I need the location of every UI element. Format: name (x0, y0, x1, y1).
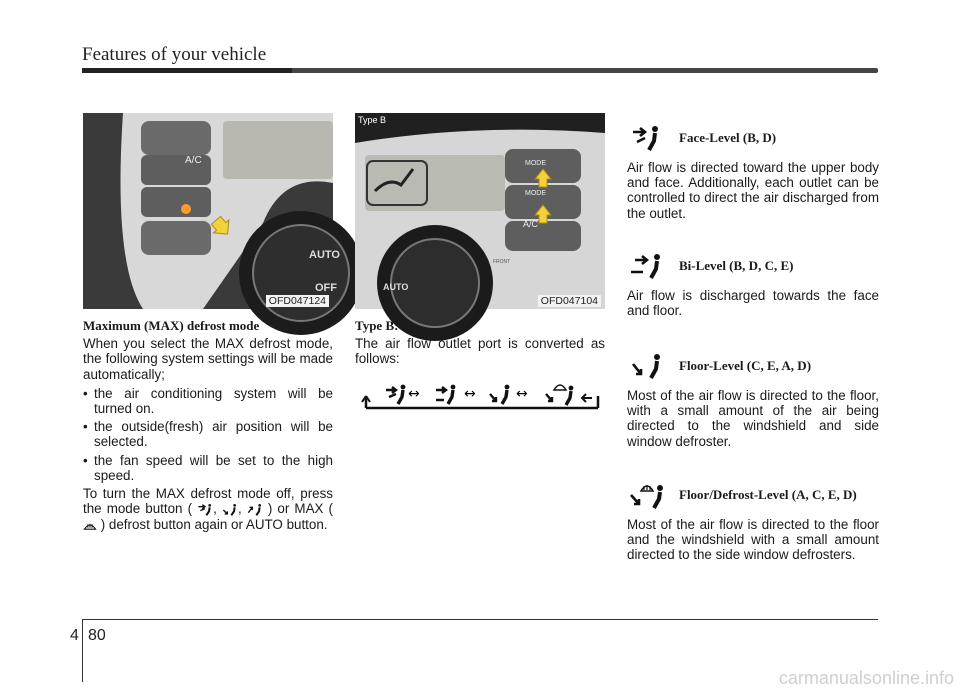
svg-text:↔: ↔ (464, 386, 476, 402)
floor-level-icon (627, 352, 671, 380)
header-rule (82, 68, 878, 73)
mode-floor-defrost-level (627, 481, 879, 563)
mode-description: Air flow is directed toward the upper body and face. Additionally, each outlet can be controlled to direct the air discharged from the outlet. (627, 160, 879, 221)
mode-title: Floor/Defrost-Level (A, C, E, D) (679, 487, 857, 503)
left-text-column (83, 318, 333, 536)
max-defrost-closing: To turn the MAX defrost mode off, press the mode button ( , , ) or MAX ( ) defrost button again or AUTO button. (83, 486, 333, 532)
mode-label-1: MODE (525, 160, 546, 167)
max-defrost-heading: Maximum (MAX) defrost mode (83, 318, 260, 333)
footer-divider (82, 620, 83, 682)
face-level-icon (627, 124, 671, 152)
climate-panel-illustration-left (83, 113, 340, 309)
closing-part-a: To turn the MAX defrost mode off, press the mode button ( (83, 486, 333, 517)
ac-label-middle: A/C (523, 219, 539, 229)
floor-defrost-level-icon (627, 481, 671, 509)
off-label-left: OFF (315, 282, 337, 294)
page-number: 80 (88, 627, 106, 644)
page-header-title: Features of your vehicle (82, 44, 267, 65)
mode-cycle-diagram (360, 376, 604, 416)
section-number: 4 (70, 627, 79, 644)
auto-label-middle: AUTO (383, 282, 409, 292)
mode-title: Floor-Level (C, E, A, D) (679, 358, 812, 374)
face-mode-icon (386, 385, 405, 404)
type-b-heading: Type B: (355, 318, 399, 333)
middle-text-column (355, 318, 605, 371)
watermark-text: carmanualsonline.info (778, 668, 954, 688)
bullet-item: • the air conditioning system will be turned on. (83, 386, 333, 416)
bi-level-icon (627, 252, 671, 280)
figure-code-left: OFD047124 (266, 295, 329, 307)
climate-panel-photo-middle (355, 113, 605, 309)
mode-title: Bi-Level (B, D, C, E) (679, 258, 794, 274)
ac-label-left: A/C (185, 155, 202, 166)
front-label: FRONT (493, 259, 511, 265)
bi-level-mode-icon (247, 503, 263, 517)
figure-type-label: Type B (358, 115, 387, 125)
bullet-item: • the outside(fresh) air position will be selected. (83, 419, 333, 449)
mode-description: Most of the air flow is directed to the floor and the windshield with a small amount directed to the side window defrosters. (627, 517, 879, 563)
figure-code-middle: OFD047104 (538, 295, 601, 307)
face-mode-icon (197, 503, 213, 517)
max-defrost-intro: When you select the MAX defrost mode, the following system settings will be made automatically; (83, 336, 333, 382)
floor-defrost-mode-icon (546, 385, 573, 405)
mode-description: Air flow is discharged towards the face and floor. (627, 288, 879, 319)
mode-title: Face-Level (B, D) (679, 130, 777, 146)
mode-bi-level (627, 252, 879, 318)
floor-mode-icon (222, 503, 238, 517)
max-defrost-bullet-list (83, 386, 333, 483)
svg-text:↔: ↔ (516, 386, 528, 402)
mode-label-2: MODE (525, 190, 546, 197)
climate-panel-illustration-middle (355, 113, 605, 309)
bullet-item: • the fan speed will be set to the high speed. (83, 453, 333, 483)
mode-floor-level (627, 352, 879, 449)
mode-description: Most of the air flow is directed to the floor, with a small amount of the air being directed to the windshield and side window defroster. (627, 388, 879, 449)
svg-text:↔: ↔ (408, 386, 420, 402)
climate-panel-photo-left (83, 113, 340, 309)
auto-label-left: AUTO (309, 249, 340, 261)
defrost-icon (83, 519, 97, 531)
bi-level-mode-icon (436, 385, 455, 404)
type-b-text: The air flow outlet port is converted as follows: (355, 336, 605, 367)
footer-rule (82, 619, 878, 620)
floor-mode-icon (490, 385, 509, 404)
closing-part-c: ) defrost button again or AUTO button. (100, 516, 328, 532)
mode-face-level (627, 124, 879, 221)
closing-part-b: ) or MAX ( (267, 501, 333, 517)
